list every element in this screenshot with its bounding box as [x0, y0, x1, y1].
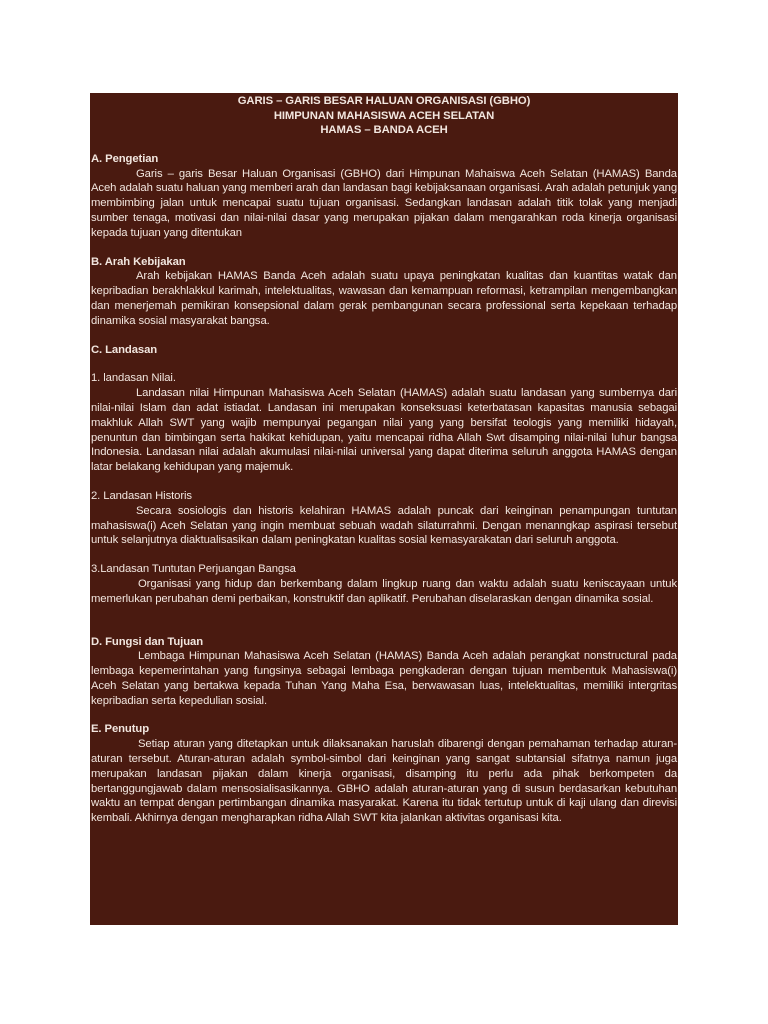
spacer	[91, 357, 677, 371]
document-page	[90, 93, 678, 925]
spacer	[91, 138, 677, 152]
title-line-3: HAMAS – BANDA ACEH	[320, 124, 448, 137]
title-line-1: GARIS – GARIS BESAR HALUAN ORGANISASI (GBHO)	[237, 95, 531, 107]
spacer	[91, 607, 677, 635]
spacer	[91, 475, 677, 489]
section-c-sub3-body: Organisasi yang hidup dan berkembang dalam lingkup ruang dan waktu adalah suatu keniscayaan untuk memerlukan perubahan demi perbaikan, konstruktif dan aplikatif. Perubahan diselaraskan dengan dinamika sosial.	[91, 577, 677, 605]
spacer	[91, 241, 677, 255]
section-c-sub3-title: 3.Landasan Tuntutan Perjuangan Bangsa	[91, 563, 296, 576]
section-d-heading: D. Fungsi dan Tujuan	[91, 635, 204, 648]
section-c-sub2-title: 2. Landasan Historis	[91, 489, 192, 502]
spacer	[91, 708, 677, 722]
section-c-sub1-title: 1. landasan Nilai.	[91, 372, 176, 385]
section-b-body: Arah kebijakan HAMAS Banda Aceh adalah suatu upaya peningkatan kualitas dan kuantitas watak dan kepribadian berakhlakkul karimah, intelektualitas, wawasan dan kemampuan reformasi, ketrampilan mengembangkan dan menerjemah pemikiran konsepsional dalam gerak pembangunan secara professional serta kepekaan terhadap dinamika sosial masyarakat bangsa.	[91, 270, 677, 327]
section-b-heading: B. Arah Kebijakan	[91, 255, 186, 268]
section-c-sub2-body: Secara sosiologis dan historis kelahiran HAMAS adalah puncak dari keinginan penampungan tuntutan mahasiswa(i) Aceh Selatan yang ingin membuat sebuah wadah silaturrahmi. Dengan menanngkap aspirasi tersebut untuk selanjutnya diaktualisasikan dalam peningkatan kualitas sosial kemasyarakatan dari seluruh anggota.	[91, 504, 677, 547]
document-title	[91, 94, 677, 138]
section-e-heading: E. Penutup	[91, 723, 149, 736]
section-e-body: Setiap aturan yang ditetapkan untuk dilaksanakan haruslah dibarengi dengan pemahaman terhadap aturan-aturan tersebut. Aturan-aturan adalah symbol-simbol dari keinginan yang sangat subtansial sifatnya namun juga merupakan landasan pijakan dalam kinerja organisasi, disamping itu perlu ada pihak berkompeten da bertanggungjawab dalam mensosialisasikannya. GBHO adalah aturan-aturan yang di susun berdasarkan kebutuhan waktu an tempat dengan pertimbangan dinamika masyarakat. Karena itu tidak tertutup untuk di kaji ulang dan direvisi kembali. Akhirnya dengan mengharapkan ridha Allah SWT kita jalankan aktivitas organisasi kita.	[91, 738, 677, 825]
spacer	[91, 548, 677, 562]
section-a-heading: A. Pengetian	[91, 152, 159, 165]
section-d-body: Lembaga Himpunan Mahasiswa Aceh Selatan (HAMAS) Banda Aceh adalah perangkat nonstructural pada lembaga kepemerintahan yang fungsinya sebagai lembaga pengkaderan dengan tujuan membentuk Mahasiswa(i) Aceh Selatan yang bertakwa kepada Tuhan Yang Maha Esa, berwawasan luas, intelektualitas, memiliki intergritas kepribadian serta kepedulian sosial.	[91, 650, 677, 707]
spacer	[91, 329, 677, 343]
section-c-heading: C. Landasan	[91, 343, 158, 356]
title-line-2: HIMPUNAN MAHASISWA ACEH SELATAN	[273, 109, 495, 122]
section-a-body: Garis – garis Besar Haluan Organisasi (GBHO) dari Himpunan Mahaiswa Aceh Selatan (HAMAS) Banda Aceh adalah suatu haluan yang memberi arah dan landasan bagi kebijaksanaan organisasi. Arah adalah petunjuk yang membimbing jalan untuk mencapai suatu tujuan organisasi. Sedangkan landasan adalah titik tolak yang menjadi sumber tenaga, motivasi dan nilai-nilai dasar yang merupakan pijakan dalam mengarahkan roda kinerja organisasi kepada tujuan yang ditentukan	[91, 167, 677, 239]
section-c-sub1-body: Landasan nilai Himpunan Mahasiswa Aceh Selatan (HAMAS) adalah suatu landasan yang sumbernya dari nilai-nilai Islam dan adat istiadat. Landasan ini merupakan konseksuasi keterbatasan kapasitas manusia sebagai makhluk Allah SWT yang wajib mempunyai pegangan nilai yang yang bersifat teologis yang memiliki hidayah, penuntun dan bimbingan serta hakikat kehidupan, yaitu mencapai ridha Allah Swt disamping nilai-nilai luhur bangsa Indonesia. Landasan nilai adalah akumulasi nilai-nilai universal yang dapat diterima seluruh anggota HAMAS dengan latar belakang kehidupan yang majemuk.	[91, 387, 677, 474]
